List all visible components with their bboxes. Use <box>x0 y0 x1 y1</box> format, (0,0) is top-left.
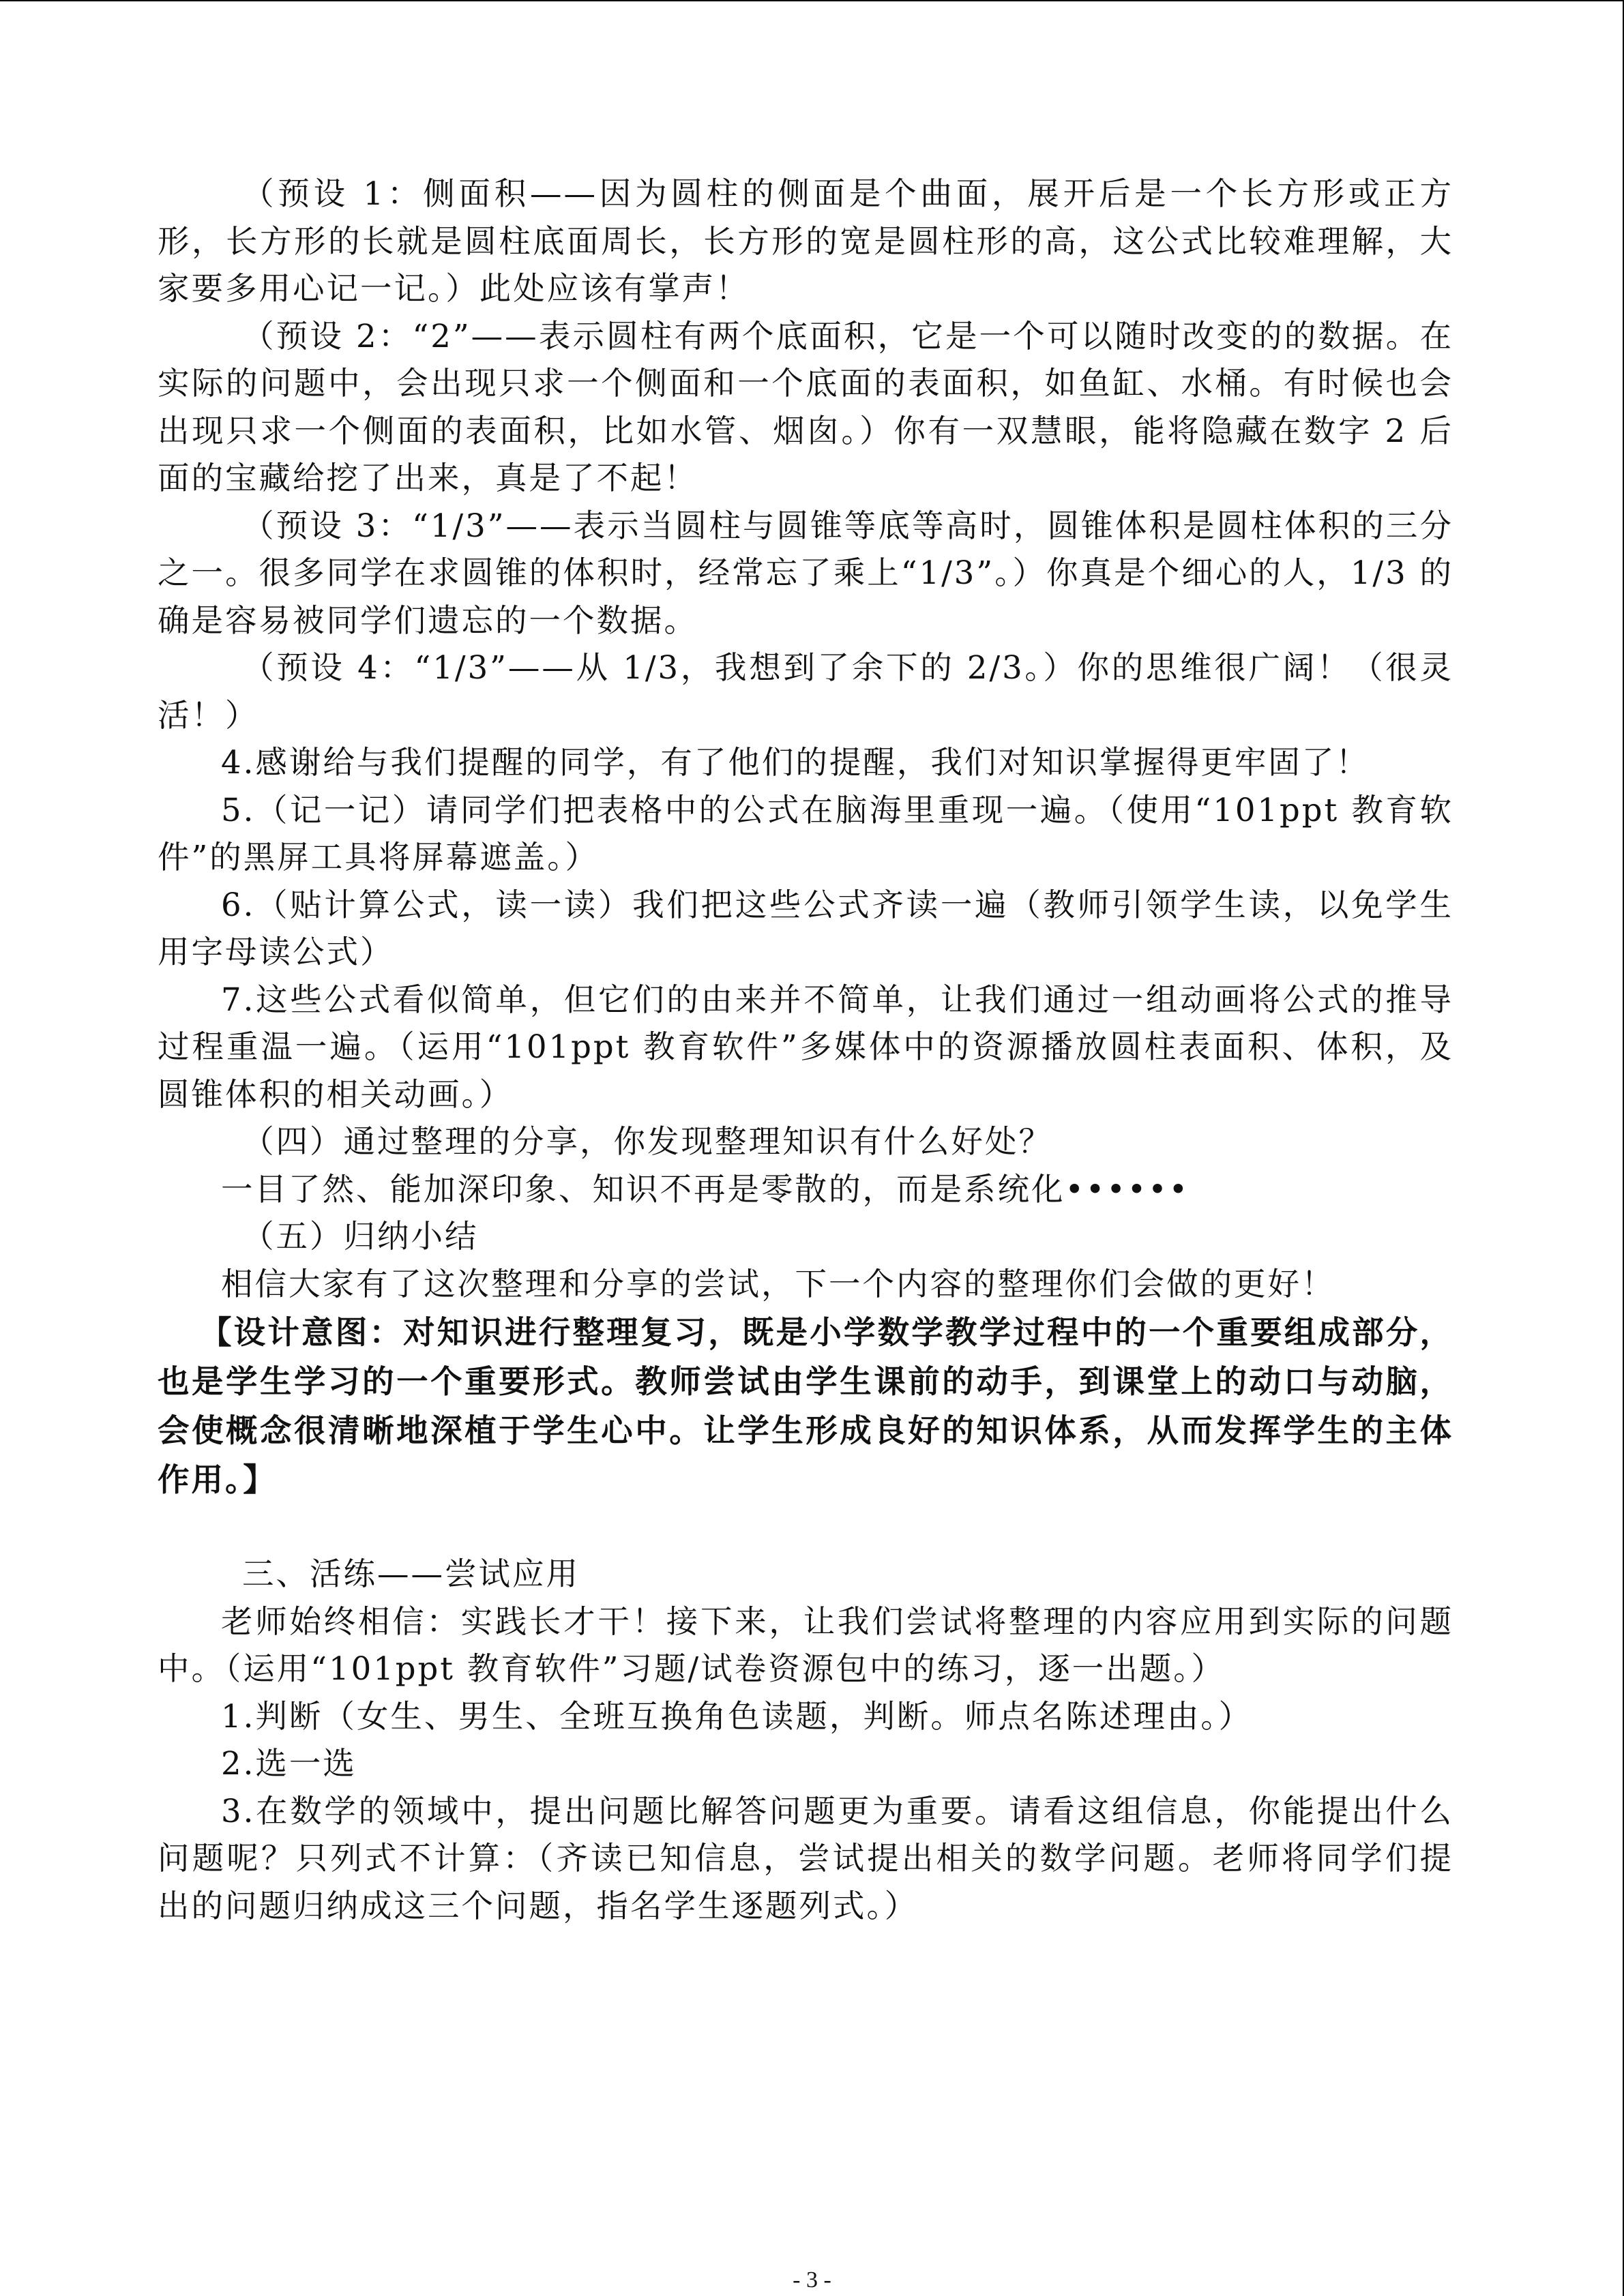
paragraph-spacer <box>158 1504 1453 1551</box>
design-intent-paragraph: 【设计意图：对知识进行整理复习，既是小学数学教学过程中的一个重要组成部分，也是学生学习的一个重要形式。教师尝试由学生课前的动手，到课堂上的动口与动脑，会使概念很清晰地深植于学生心中。让学生形成良好的知识体系，从而发挥学生的主体作用。】 <box>158 1313 1453 1498</box>
paragraph: （预设 2：“2”——表示圆柱有两个底面积，它是一个可以随时改变的的数据。在实际的问题中，会出现只求一个侧面和一个底面的表面积，如鱼缸、水桶。有时候也会出现只求一个侧面的表面积，比如水管、烟囱。）你有一双慧眼，能将隐藏在数字 2 后面的宝藏给挖了出来，真是了不起！ <box>158 317 1453 496</box>
paragraph: （四）通过整理的分享，你发现整理知识有什么好处？ <box>242 1123 1052 1160</box>
paragraph: （预设 4：“1/3”——从 1/3，我想到了余下的 2/3。）你的思维很广阔！（很灵活！） <box>158 649 1453 734</box>
paragraph: 三、活练——尝试应用 <box>242 1555 580 1592</box>
paragraph: 一目了然、能加深印象、知识不再是零散的，而是系统化•••••• <box>221 1170 1190 1208</box>
paragraph: 相信大家有了这次整理和分享的尝试，下一个内容的整理你们会做的更好！ <box>221 1265 1335 1302</box>
paragraph: （预设 1：侧面积——因为圆柱的侧面是个曲面，展开后是一个长方形或正方形，长方形的长就是圆柱底面周长，长方形的宽是圆柱形的高，这公式比较难理解，大家要多用心记一记。）此处应该有掌声！ <box>158 175 1453 307</box>
paragraph: 老师始终相信：实践长才干！接下来，让我们尝试将整理的内容应用到实际的问题中。（运用“101ppt 教育软件”习题/试卷资源包中的练习，逐一出题。） <box>158 1602 1453 1687</box>
paragraph: 1.判断（女生、男生、全班互换角色读题，判断。师点名陈述理由。） <box>221 1697 1253 1735</box>
paragraph: （五）归纳小结 <box>242 1218 479 1255</box>
paragraph: 4.感谢给与我们提醒的同学，有了他们的提醒，我们对知识掌握得更牢固了！ <box>221 744 1370 781</box>
paragraph: 3.在数学的领域中，提出问题比解答问题更为重要。请看这组信息，你能提出什么问题呢？只列式不计算：（齐读已知信息，尝试提出相关的数学问题。老师将同学们提出的问题归纳成这三个问题，指名学生逐题列式。） <box>158 1792 1453 1924</box>
paragraph: 7.这些公式看似简单，但它们的由来并不简单，让我们通过一组动画将公式的推导过程重温一遍。（运用“101ppt 教育软件”多媒体中的资源播放圆柱表面积、体积，及圆锥体积的相关动画。） <box>158 981 1453 1113</box>
document-body <box>158 170 1453 1930</box>
paragraph: 6.（贴计算公式，读一读）我们把这些公式齐读一遍（教师引领学生读，以免学生用字母读公式） <box>158 886 1453 970</box>
page-number: - 3 - <box>793 2267 831 2293</box>
paragraph: 2.选一选 <box>221 1745 357 1782</box>
paragraph: 5.（记一记）请同学们把表格中的公式在脑海里重现一遍。（使用“101ppt 教育软件”的黑屏工具将屏幕遮盖。） <box>158 791 1453 876</box>
paragraph: （预设 3：“1/3”——表示当圆柱与圆锥等底等高时，圆锥体积是圆柱体积的三分之一。很多同学在求圆锥的体积时，经常忘了乘上“1/3”。）你真是个细心的人，1/3 的确是容易被同学们遗忘的一个数据。 <box>158 507 1453 639</box>
